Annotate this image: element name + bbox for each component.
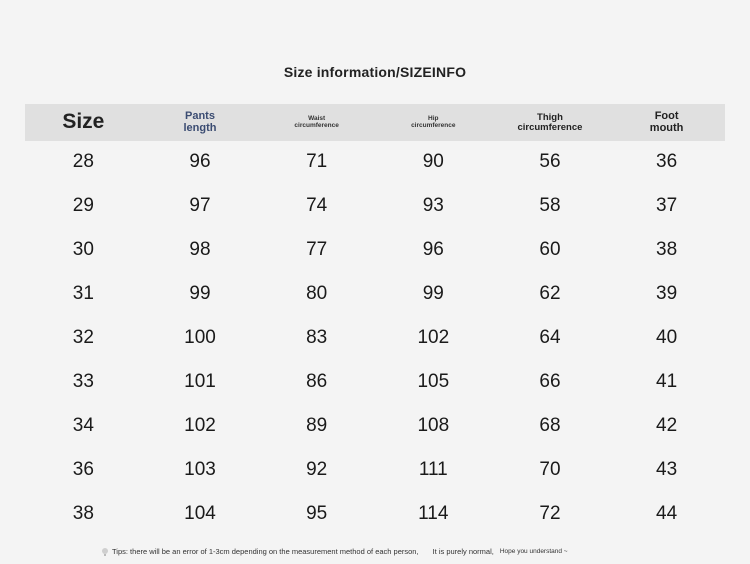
table-cell: 29 xyxy=(72,195,94,216)
table-cell: 34 xyxy=(72,415,94,436)
table-cell: 96 xyxy=(422,239,444,260)
header-thigh-line1: Thigh xyxy=(537,111,563,123)
table-row xyxy=(25,405,725,449)
size-table xyxy=(25,104,725,537)
table-cell: 93 xyxy=(422,195,444,216)
header-hip-line1: Hip xyxy=(428,114,439,122)
table-cell: 31 xyxy=(72,283,94,304)
table-cell: 70 xyxy=(539,459,561,480)
table-cell: 97 xyxy=(189,195,211,216)
table-cell: 56 xyxy=(539,151,561,172)
table-cell: 42 xyxy=(656,415,678,436)
table-cell: 99 xyxy=(422,283,444,304)
table-cell: 99 xyxy=(189,283,211,304)
table-cell: 105 xyxy=(417,371,450,392)
tips-text-1: Tips: there will be an error of 1-3cm depending on the measurement method of each person, xyxy=(112,547,419,556)
table-cell: 43 xyxy=(656,459,678,480)
table-cell: 44 xyxy=(656,503,678,524)
table-header xyxy=(25,104,725,141)
table-cell: 66 xyxy=(539,371,561,392)
table-cell: 28 xyxy=(72,151,94,172)
header-size: Size xyxy=(62,110,105,134)
header-hip xyxy=(375,116,492,130)
table-cell: 114 xyxy=(418,503,449,524)
table-cell: 71 xyxy=(306,151,328,172)
table-cell: 36 xyxy=(72,459,94,480)
table-cell: 62 xyxy=(539,283,561,304)
table-cell: 38 xyxy=(656,239,678,260)
table-cell: 96 xyxy=(189,151,211,172)
table-cell: 92 xyxy=(306,459,328,480)
table-cell: 77 xyxy=(306,239,328,260)
table-cell: 83 xyxy=(306,327,328,348)
header-waist-line2: circumference xyxy=(294,121,339,129)
table-cell: 95 xyxy=(306,503,328,524)
table-cell: 98 xyxy=(189,239,211,260)
table-cell: 30 xyxy=(72,239,94,260)
table-cell: 108 xyxy=(417,415,450,436)
table-row xyxy=(25,493,725,537)
table-cell: 39 xyxy=(656,283,678,304)
table-cell: 33 xyxy=(72,371,94,392)
header-waist xyxy=(258,116,375,130)
page-title: Size information/SIZEINFO xyxy=(283,64,467,80)
table-cell: 41 xyxy=(656,371,678,392)
table-cell: 40 xyxy=(656,327,678,348)
table-cell: 60 xyxy=(539,239,561,260)
table-cell: 38 xyxy=(72,503,94,524)
tips-text-2: It is purely normal, xyxy=(432,547,494,556)
header-pants-length-line2: length xyxy=(183,121,217,134)
header-foot-line2: mouth xyxy=(649,121,684,134)
lightbulb-icon xyxy=(102,548,108,556)
tips-text-3: Hope you understand ~ xyxy=(499,548,568,555)
table-cell: 58 xyxy=(539,195,561,216)
table-cell: 86 xyxy=(306,371,328,392)
table-row xyxy=(25,185,725,229)
table-cell: 32 xyxy=(72,327,94,348)
table-cell: 103 xyxy=(184,459,216,480)
header-waist-line1: Waist xyxy=(308,114,326,122)
table-cell: 80 xyxy=(306,283,328,304)
table-row xyxy=(25,273,725,317)
header-hip-line2: circumference xyxy=(411,121,456,129)
table-cell: 72 xyxy=(539,503,561,524)
tips-note xyxy=(102,547,568,556)
table-cell: 111 xyxy=(418,459,448,480)
table-cell: 90 xyxy=(422,151,444,172)
header-foot-mouth xyxy=(608,111,725,134)
table-cell: 37 xyxy=(656,195,678,216)
header-thigh xyxy=(492,113,609,133)
table-row xyxy=(25,141,725,185)
table-row xyxy=(25,449,725,493)
table-row xyxy=(25,229,725,273)
table-cell: 89 xyxy=(306,415,328,436)
table-cell: 100 xyxy=(184,327,216,348)
table-cell: 104 xyxy=(184,503,216,524)
table-cell: 102 xyxy=(184,415,216,436)
table-cell: 64 xyxy=(539,327,561,348)
header-thigh-line2: circumference xyxy=(517,121,583,133)
table-row xyxy=(25,317,725,361)
table-cell: 68 xyxy=(539,415,561,436)
table-cell: 74 xyxy=(306,195,328,216)
table-cell: 102 xyxy=(417,327,450,348)
table-row xyxy=(25,361,725,405)
header-foot-line1: Foot xyxy=(654,109,679,122)
header-pants-length-line1: Pants xyxy=(185,109,215,122)
table-cell: 36 xyxy=(656,151,678,172)
table-cell: 101 xyxy=(184,371,216,392)
table-body xyxy=(25,141,725,537)
header-pants-length xyxy=(142,111,259,134)
